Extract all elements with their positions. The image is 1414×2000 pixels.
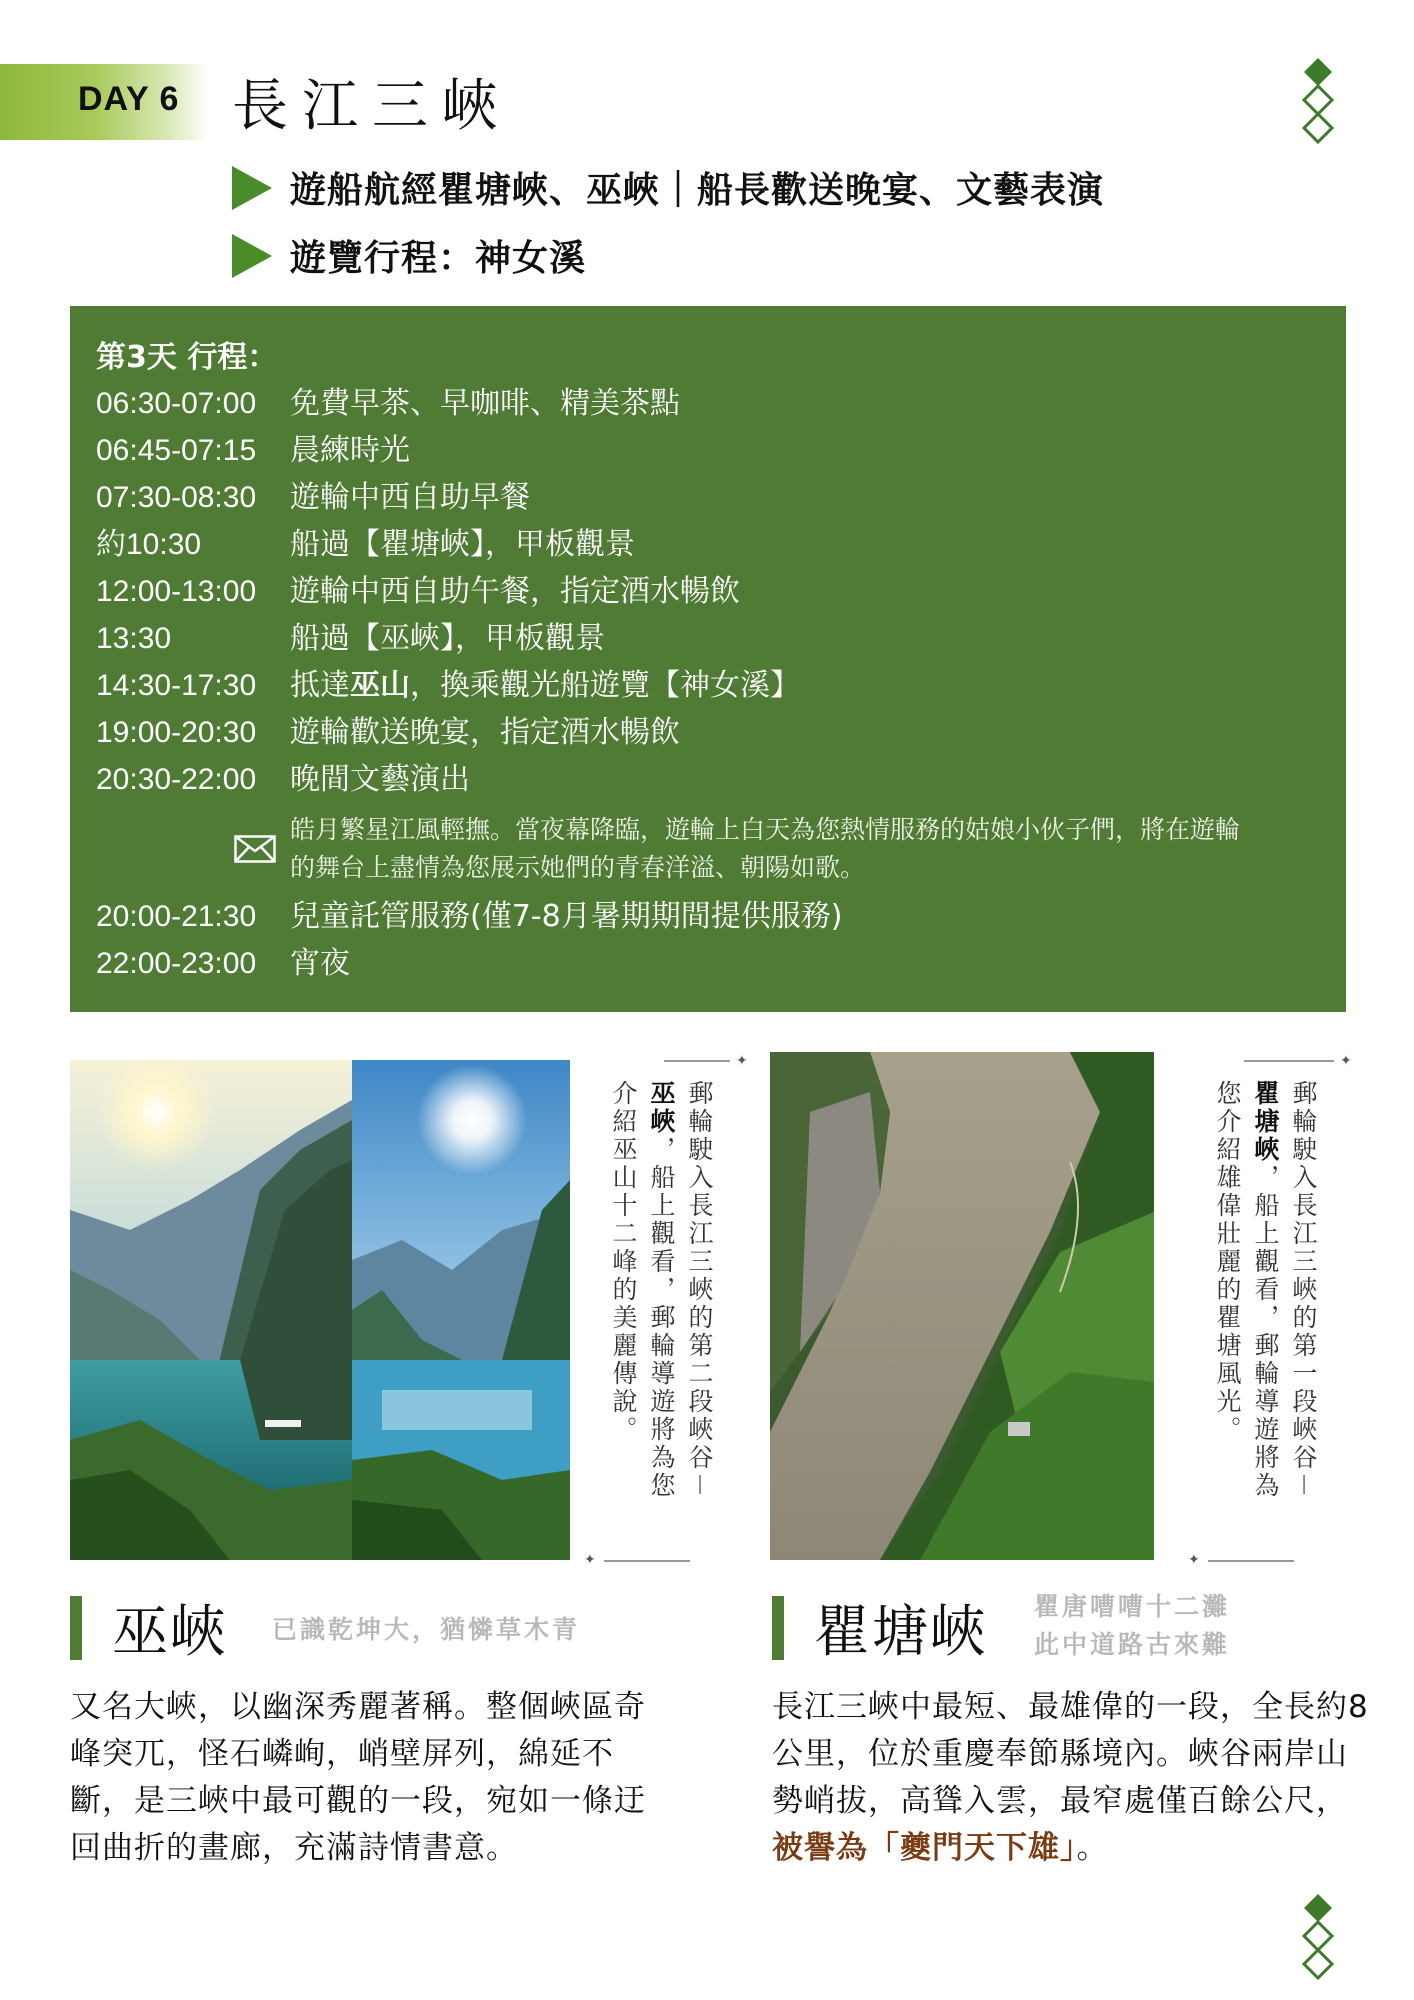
schedule-desc: 遊輪歡送晚宴，指定酒水暢飲: [290, 715, 680, 750]
qutang-gorge-photo: [770, 1052, 1154, 1560]
divider: [664, 1060, 730, 1062]
caption-text: 郵輪駛入長江三峽的第一段峽谷－: [1289, 1080, 1318, 1501]
schedule-time: 22:00-23:00: [96, 947, 257, 980]
schedule-row: [96, 756, 1320, 803]
schedule-desc: 船過【巫峽】，甲板觀景: [290, 621, 605, 656]
schedule-desc: 遊輪中西自助午餐，指定酒水暢飲: [290, 574, 740, 609]
schedule-row: [96, 568, 1320, 615]
section-bar: [772, 1596, 784, 1660]
description-text: 長江三峽中最短、最雄偉的一段，全長約8公里，位於重慶奉節縣境內。峽谷兩岸山勢峭拔，高聳入雲，最窄處僅百餘公尺，: [772, 1689, 1369, 1819]
description-text: 。: [1076, 1830, 1109, 1866]
desc-text: ，換乘觀光船遊覽【神女溪】: [410, 668, 800, 703]
wu-gorge-photo-left: [70, 1060, 352, 1560]
diamond-ornament-icon: [1298, 56, 1338, 148]
desc-bold-place: 巫山: [350, 668, 410, 703]
schedule-desc: 晚間文藝演出: [290, 762, 470, 797]
caption-bold: 瞿塘峽: [1251, 1080, 1280, 1164]
triangle-bullet-icon: [232, 234, 272, 278]
schedule-row: [96, 709, 1320, 756]
schedule-time: 07:30-08:30: [96, 481, 257, 514]
wu-gorge-subtitle: 已識乾坤大，猶憐草木青: [272, 1615, 581, 1644]
star-ornament-icon: ✦: [584, 1552, 596, 1568]
schedule-row: [96, 615, 1320, 662]
schedule-time: 06:45-07:15: [96, 434, 257, 467]
schedule-row: [96, 662, 1320, 709]
schedule-row: [96, 474, 1320, 521]
wu-gorge-description: 又名大峽，以幽深秀麗著稱。整個峽區奇峰突兀，怪石嶙峋，峭壁屏列，綿延不斷，是三峽中最可觀的一段，宛如一條迂回曲折的畫廊，充滿詩情書意。: [70, 1689, 646, 1866]
qutang-gorge-caption: [1208, 1080, 1328, 1510]
divider: [604, 1560, 690, 1562]
schedule-desc: [290, 662, 1320, 709]
wu-gorge-photo-right: [352, 1060, 570, 1560]
schedule-row: [96, 940, 1320, 987]
schedule-row: [96, 893, 1320, 940]
schedule-box: [70, 306, 1346, 1012]
star-ornament-icon: ✦: [1340, 1053, 1352, 1069]
qutang-gorge-subtitle: [1034, 1588, 1230, 1664]
section-bar: [70, 1596, 82, 1660]
schedule-desc: 遊輪中西自助早餐: [290, 480, 530, 515]
schedule-desc: 免費早茶、早咖啡、精美茶點: [290, 386, 680, 421]
wu-gorge-title: 巫峽: [112, 1600, 228, 1665]
schedule-time: 13:30: [96, 622, 172, 655]
triangle-bullet-icon: [232, 166, 272, 210]
bullet-text: 遊船航經瞿塘峽、巫峽｜船長歡送晚宴、文藝表演: [290, 170, 1105, 211]
divider: [1244, 1060, 1334, 1062]
caption-bold: 巫峽: [647, 1080, 676, 1136]
schedule-time: 20:30-22:00: [96, 763, 257, 796]
schedule-time: 19:00-20:30: [96, 716, 257, 749]
caption-text: 郵輪駛入長江三峽的第二段峽谷－: [685, 1080, 714, 1501]
schedule-heading: 第3天 行程：: [96, 340, 278, 375]
star-ornament-icon: ✦: [1188, 1552, 1200, 1568]
performance-note: [96, 811, 1320, 887]
qutang-gorge-description: [772, 1684, 1372, 1872]
envelope-icon: [234, 835, 276, 863]
bullet-text: 遊覽行程：神女溪: [290, 238, 587, 279]
wu-gorge-caption: [604, 1080, 724, 1510]
schedule-desc: 晨練時光: [290, 433, 410, 468]
schedule-time: 14:30-17:30: [96, 669, 257, 702]
diamond-ornament-icon: [1298, 1892, 1338, 1984]
schedule-time: 12:00-13:00: [96, 575, 257, 608]
day-label: DAY 6: [78, 80, 180, 118]
bullet-highlight-2: [232, 230, 586, 281]
note-text: 皓月繁星江風輕撫。當夜幕降臨，遊輪上白天為您熱情服務的姑娘小伙子們，將在遊輪的舞台上盡情為您展示她們的青春洋溢、朝陽如歌。: [290, 815, 1241, 882]
caption-text: ，船上觀看，郵輪導遊將為您介紹巫山十二峰的美麗傳說。: [609, 1080, 676, 1500]
subtitle-line: 瞿唐嘈嘈十二灘: [1034, 1592, 1231, 1621]
bullet-highlight-1: [232, 162, 1104, 213]
schedule-row: [96, 380, 1320, 427]
qutang-gorge-title: 瞿塘峽: [814, 1600, 988, 1665]
desc-text: 抵達: [290, 668, 350, 703]
schedule-row: [96, 427, 1320, 474]
schedule-desc: 兒童託管服務(僅7-8月暑期期間提供服務): [290, 899, 843, 934]
divider: [1208, 1560, 1294, 1562]
schedule-desc: 宵夜: [290, 946, 350, 981]
subtitle-line: 此中道路古來難: [1034, 1630, 1231, 1659]
description-highlight: 被譽為「夔門天下雄」: [772, 1830, 1077, 1866]
schedule-time: 06:30-07:00: [96, 387, 257, 420]
schedule-row: [96, 521, 1320, 568]
caption-text: ，船上觀看，郵輪導遊將為您介紹雄偉壯麗的瞿塘風光。: [1213, 1080, 1280, 1500]
schedule-desc: 船過【瞿塘峽】，甲板觀景: [290, 527, 635, 562]
page-title: 長江三峽: [232, 74, 512, 139]
schedule-time: 20:00-21:30: [96, 900, 257, 933]
schedule-time: 約10:30: [96, 528, 202, 561]
star-ornament-icon: ✦: [736, 1053, 748, 1069]
